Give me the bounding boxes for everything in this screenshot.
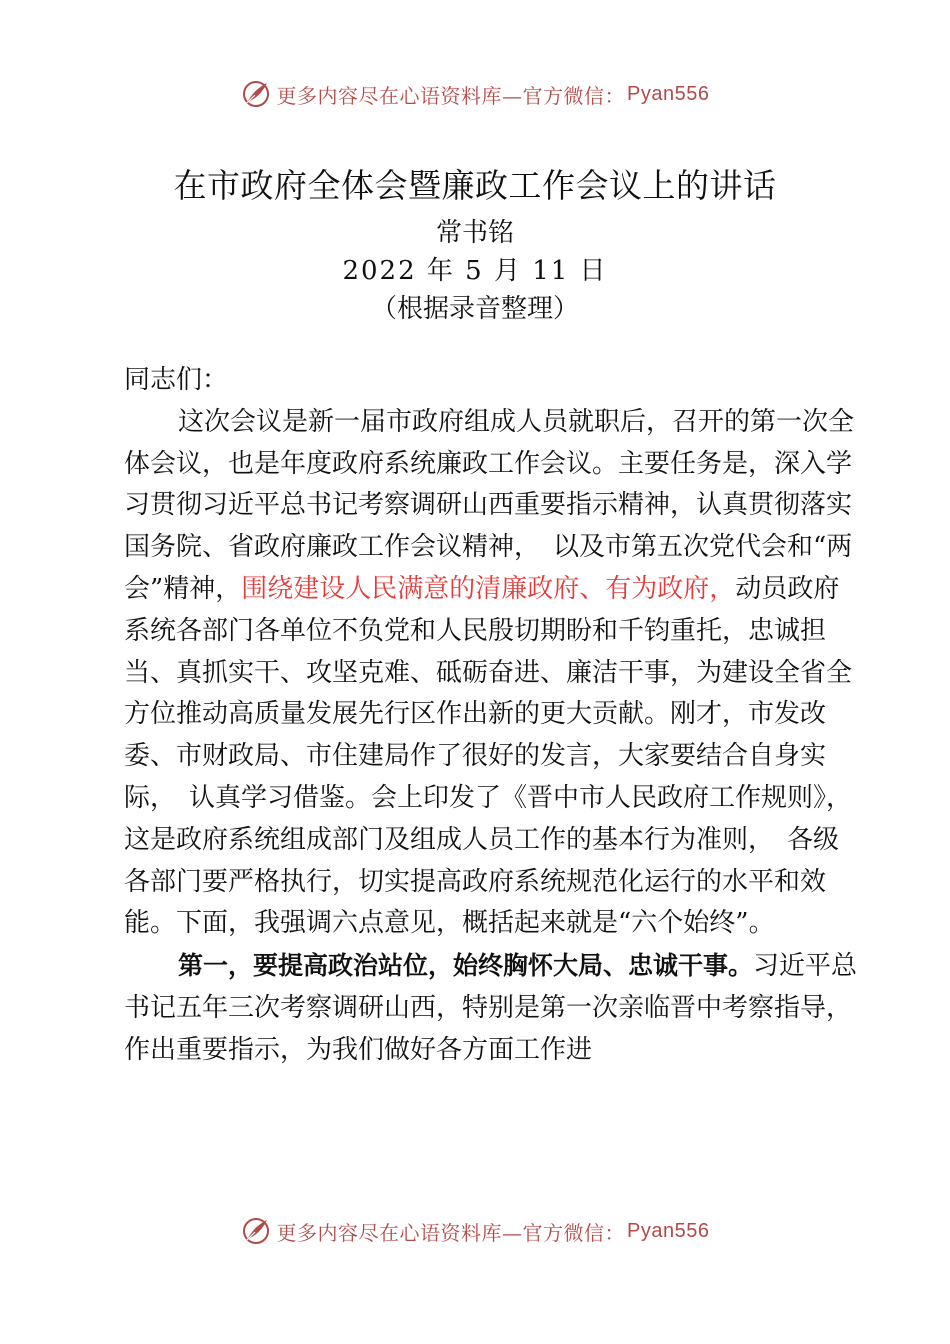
paragraph-intro	[124, 402, 864, 945]
watermark-wechat-id: Pyan556	[627, 1219, 710, 1242]
document-date: 2022 年 5 月 11 日	[342, 256, 608, 286]
paragraph-first-point	[124, 945, 864, 1071]
footer-watermark	[0, 1211, 950, 1251]
section-body-first: 习近平总书记五年三次考察调研山西，特别是第一次亲临晋中考察指导，作出重要指示，为我们做好各方面工作进	[124, 951, 858, 1065]
document-body	[124, 360, 864, 1072]
watermark-text: 更多内容尽在心语资料库—官方微信：	[276, 1220, 626, 1245]
feather-quill-logo-icon	[241, 79, 271, 109]
document-title: 在市政府全体会暨廉政工作会议上的讲话	[173, 166, 777, 205]
watermark-text: 更多内容尽在心语资料库—官方微信：	[276, 83, 626, 108]
salutation: 同志们：	[124, 365, 229, 395]
document-note: （根据录音整理）	[370, 294, 579, 324]
feather-quill-logo-icon	[241, 1216, 271, 1246]
highlighted-phrase: 围绕建设人民满意的清廉政府、有为政府，	[241, 573, 736, 604]
document-header	[0, 160, 950, 328]
document-author: 常书铭	[435, 218, 514, 248]
paragraph-intro-part1: 这次会议是新一届市政府组成人员就职后，召开的第一次全体会议，也是年度政府系统廉政工作会议。主要任务是，深入学习贯彻习近平总书记考察调研山西重要指示精神，认真贯彻落实国务院、省政府廉政工作会议精神， 以及市第五次党代会和“两会”精神，	[124, 406, 855, 604]
header-watermark	[0, 74, 950, 114]
section-heading-first: 第一，要提高政治站位，始终胸怀大局、忠诚干事。	[178, 951, 754, 981]
watermark-wechat-id: Pyan556	[627, 82, 710, 105]
paragraph-intro-part2: 动员政府系统各部门各单位不负党和人民殷切期盼和千钧重托，忠诚担当、真抓实干、攻坚克难、砥砺奋进、廉洁干事，为建设全省全方位推动高质量发展先行区作出新的更大贡献。刚才，市发改委、市财政局、市住建局作了很好的发言，大家要结合自身实际， 认真学习借鉴。会上印发了《晋中市人民政府工作规则》， 这是政府系统组成部门及组成人员工作的基本行为准则， 各级各部门要严格执行，切实提高政府系统规范化运行的水平和效能。下面，我强调六点意见，概括起来就是“六个始终”。	[124, 573, 866, 939]
